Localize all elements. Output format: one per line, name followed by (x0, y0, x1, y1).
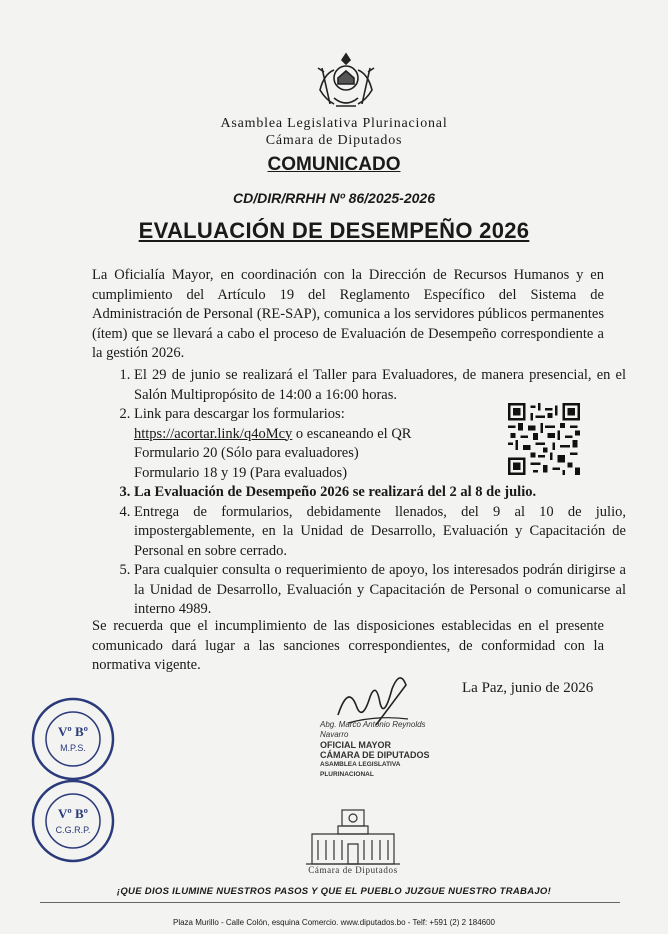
list-item (134, 561, 626, 620)
place-date: La Paz, junio de 2026 (462, 680, 594, 696)
list-item (134, 483, 626, 503)
stamp-1-text: Vº Bº (58, 724, 88, 739)
form-20-line: Formulario 20 (Sólo para evaluadores) (134, 445, 359, 461)
forms-download-link[interactable]: https://acortar.link/q4oMcy (134, 425, 293, 442)
stamp-1-sub: M.P.S. (60, 743, 86, 753)
stamp-2-sub: C.G.R.P. (55, 825, 91, 835)
signatory-role: OFICIAL MAYOR (320, 740, 392, 750)
signatory-assembly: ASAMBLEA LEGISLATIVA PLURINACIONAL (320, 761, 401, 778)
closing-paragraph: Se recuerda que el incumplimiento de las disposiciones establecidas en el presente comunicado dará lugar a las sanciones correspondientes, de conformidad con la normativa vigente. (92, 618, 604, 673)
approval-stamp-icon (28, 694, 118, 784)
intro-paragraph: La Oficialía Mayor, en coordinación con la Dirección de Recursos Humanos y en cumplimiento del Artículo 19 del Reglamento Específico del Sistema de Administración de Personal (RE-SAP), comunica a los servidores públicos permanentes (ítem) que se llevará a cabo el proceso de Evaluación de Desempeño correspondiente a la gestión 2026. (92, 267, 604, 361)
signatory-chamber: CÁMARA DE DIPUTADOS (320, 750, 430, 760)
institution-name: Asamblea Legislativa Plurinacional (220, 116, 448, 131)
document-title: EVALUACIÓN DE DESEMPEÑO 2026 (138, 218, 530, 243)
coat-of-arms-icon (310, 48, 382, 120)
footer-divider (40, 902, 620, 903)
item-2-qr-note: o escaneando el QR (292, 425, 412, 442)
item-1-text: El 29 de junio se realizará el Taller para Evaluadores, de manera presencial, en el Salón Multipropósito de 14:00 a 16:00 horas. (134, 367, 626, 403)
item-3-text: La Evaluación de Desempeño 2026 se realizará del 2 al 8 de julio. (134, 484, 537, 500)
reference-number: CD/DIR/RRHH Nº 86/2025-2026 (233, 190, 435, 206)
approval-stamp-icon (28, 776, 118, 866)
qr-code-icon[interactable] (508, 403, 580, 475)
item-4-text: Entrega de formularios, debidamente llenados, del 9 al 10 de julio, impostergablemente, en la Unidad de Desarrollo, Evaluación y Capacitación de Personal en sobre cerrado. (134, 503, 626, 559)
list-item (134, 366, 626, 405)
signatory-name: Abg. Marco Antonio Reynolds Navarro (320, 720, 426, 739)
item-2-label: Link para descargar los formularios: (134, 406, 345, 422)
form-18-19-line: Formulario 18 y 19 (Para evaluados) (134, 464, 348, 481)
list-item (134, 405, 494, 483)
item-5-text: Para cualquier consulta o requerimiento de apoyo, los interesados podrán dirigirse a la Unidad de Desarrollo, Evaluación y Capacitación de Personal o comunicarse al interno 4989. (134, 562, 626, 617)
footer-address: Plaza Murillo - Calle Colón, esquina Comercio. www.diputados.bo - Telf: +591 (2) 2 184600 (172, 918, 496, 927)
motto: ¡QUE DIOS ILUMINE NUESTROS PASOS Y QUE EL PUEBLO JUZGUE NUESTRO TRABAJO! (116, 886, 552, 897)
chamber-name: Cámara de Diputados (265, 133, 403, 148)
signature-block (320, 720, 430, 780)
stamp-2-text: Vº Bº (58, 806, 88, 821)
list-item (134, 503, 626, 562)
footer-logo-text: Cámara de Diputados (308, 865, 398, 875)
comunicado-heading: COMUNICADO (267, 154, 401, 175)
